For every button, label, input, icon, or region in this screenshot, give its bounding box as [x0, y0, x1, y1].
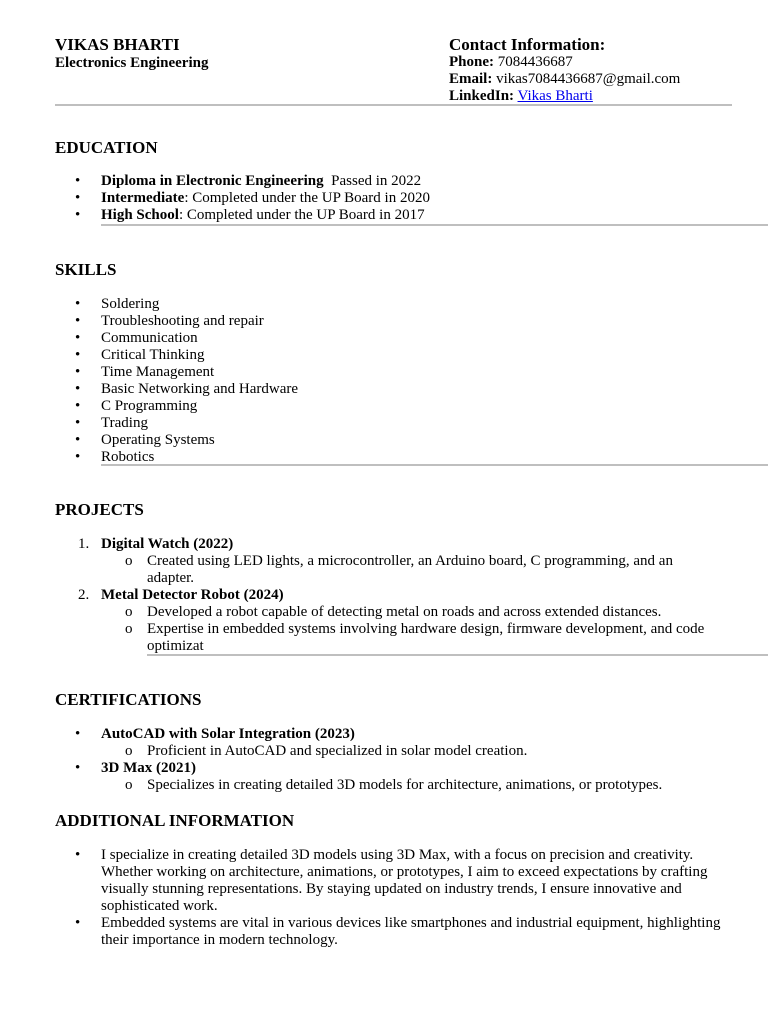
skill-item: • Trading — [55, 415, 768, 432]
project-name: Metal Detector Robot (2024) — [101, 587, 284, 603]
skill-item: • Time Management — [55, 364, 768, 381]
skill-item: • Soldering — [55, 296, 768, 313]
project-number: 2. — [78, 587, 90, 603]
projects-title: PROJECTS — [55, 500, 144, 519]
education-item-detail: : Completed under the UP Board in 2020 — [184, 190, 430, 206]
email-label: Email: — [449, 71, 493, 87]
certification-item — [55, 726, 768, 760]
contact-block — [449, 36, 680, 105]
skill-item: • Troubleshooting and repair — [55, 313, 768, 330]
certifications-title: CERTIFICATIONS — [55, 690, 202, 709]
candidate-name: VIKAS BHARTI — [55, 35, 180, 54]
header-left — [55, 36, 208, 72]
phone-value: 7084436687 — [497, 54, 573, 70]
project-detail: o Developed a robot capable of detecting metal on roads and across extended distances. — [55, 604, 715, 621]
project-item — [55, 536, 715, 587]
certification-name: AutoCAD with Solar Integration (2023) — [101, 726, 355, 742]
skill-item: • Operating Systems — [55, 432, 768, 449]
certification-detail: o Specializes in creating detailed 3D models for architecture, animations, or prototypes. — [55, 777, 768, 794]
education-divider — [101, 224, 768, 226]
certification-details — [55, 777, 768, 794]
projects-list — [55, 536, 715, 655]
additional-item: • I specialize in creating detailed 3D models using 3D Max, with a focus on precision and creativity. Whether working on architecture, animations, or prototypes, I aim to exceed expectations by crafting visually stunning representations. By staying updated on industry trends, I ensure innovative and sophisticated work. — [55, 847, 745, 915]
candidate-department: Electronics Engineering — [55, 55, 209, 71]
additional-list — [55, 847, 745, 949]
phone-label: Phone: — [449, 54, 494, 70]
education-item-detail: Passed in 2022 — [323, 173, 422, 189]
education-item-title: Diploma in Electronic Engineering — [101, 173, 324, 189]
additional-title: ADDITIONAL INFORMATION — [55, 811, 295, 830]
skills-list — [55, 296, 768, 466]
skill-item: • Basic Networking and Hardware — [55, 381, 768, 398]
skill-item: • Communication — [55, 330, 768, 347]
phone-line — [449, 54, 680, 71]
project-item — [55, 587, 715, 655]
email-line — [449, 71, 680, 88]
additional-item: • Embedded systems are vital in various devices like smartphones and industrial equipment, highlighting their importance in modern technology. — [55, 915, 745, 949]
linkedin-line — [449, 88, 680, 105]
education-item-title: High School — [101, 207, 179, 223]
certification-item — [55, 760, 768, 794]
skills-title: SKILLS — [55, 260, 117, 279]
certifications-list — [55, 726, 768, 794]
project-detail: o Created using LED lights, a microcontroller, an Arduino board, C programming, and an adapter. — [55, 553, 715, 587]
education-list — [55, 173, 768, 224]
education-item — [55, 190, 768, 207]
project-details — [55, 553, 715, 587]
certification-detail: o Proficient in AutoCAD and specialized in solar model creation. — [55, 743, 768, 760]
linkedin-label: LinkedIn: — [449, 88, 515, 104]
project-number: 1. — [78, 536, 90, 552]
contact-title: Contact Information: — [449, 35, 606, 54]
project-detail: o Expertise in embedded systems involving hardware design, firmware development, and code optimizat — [55, 621, 715, 655]
skill-item: • C Programming — [55, 398, 768, 415]
project-details — [55, 604, 715, 655]
education-item-title: Intermediate — [101, 190, 185, 206]
skill-item: • Robotics — [55, 449, 768, 466]
header-divider — [55, 104, 732, 106]
education-item-detail: : Completed under the UP Board in 2017 — [178, 207, 425, 223]
skill-item: • Critical Thinking — [55, 347, 768, 364]
education-title: EDUCATION — [55, 138, 158, 157]
skills-divider — [101, 464, 768, 466]
linkedin-link[interactable]: Vikas Bharti — [517, 88, 593, 104]
projects-divider — [147, 654, 768, 656]
education-item — [55, 207, 768, 224]
education-item — [55, 173, 768, 190]
certification-name: 3D Max (2021) — [101, 760, 196, 776]
certification-details — [55, 743, 768, 760]
email-value: vikas7084436687@gmail.com — [496, 71, 681, 87]
project-name: Digital Watch (2022) — [101, 536, 234, 552]
